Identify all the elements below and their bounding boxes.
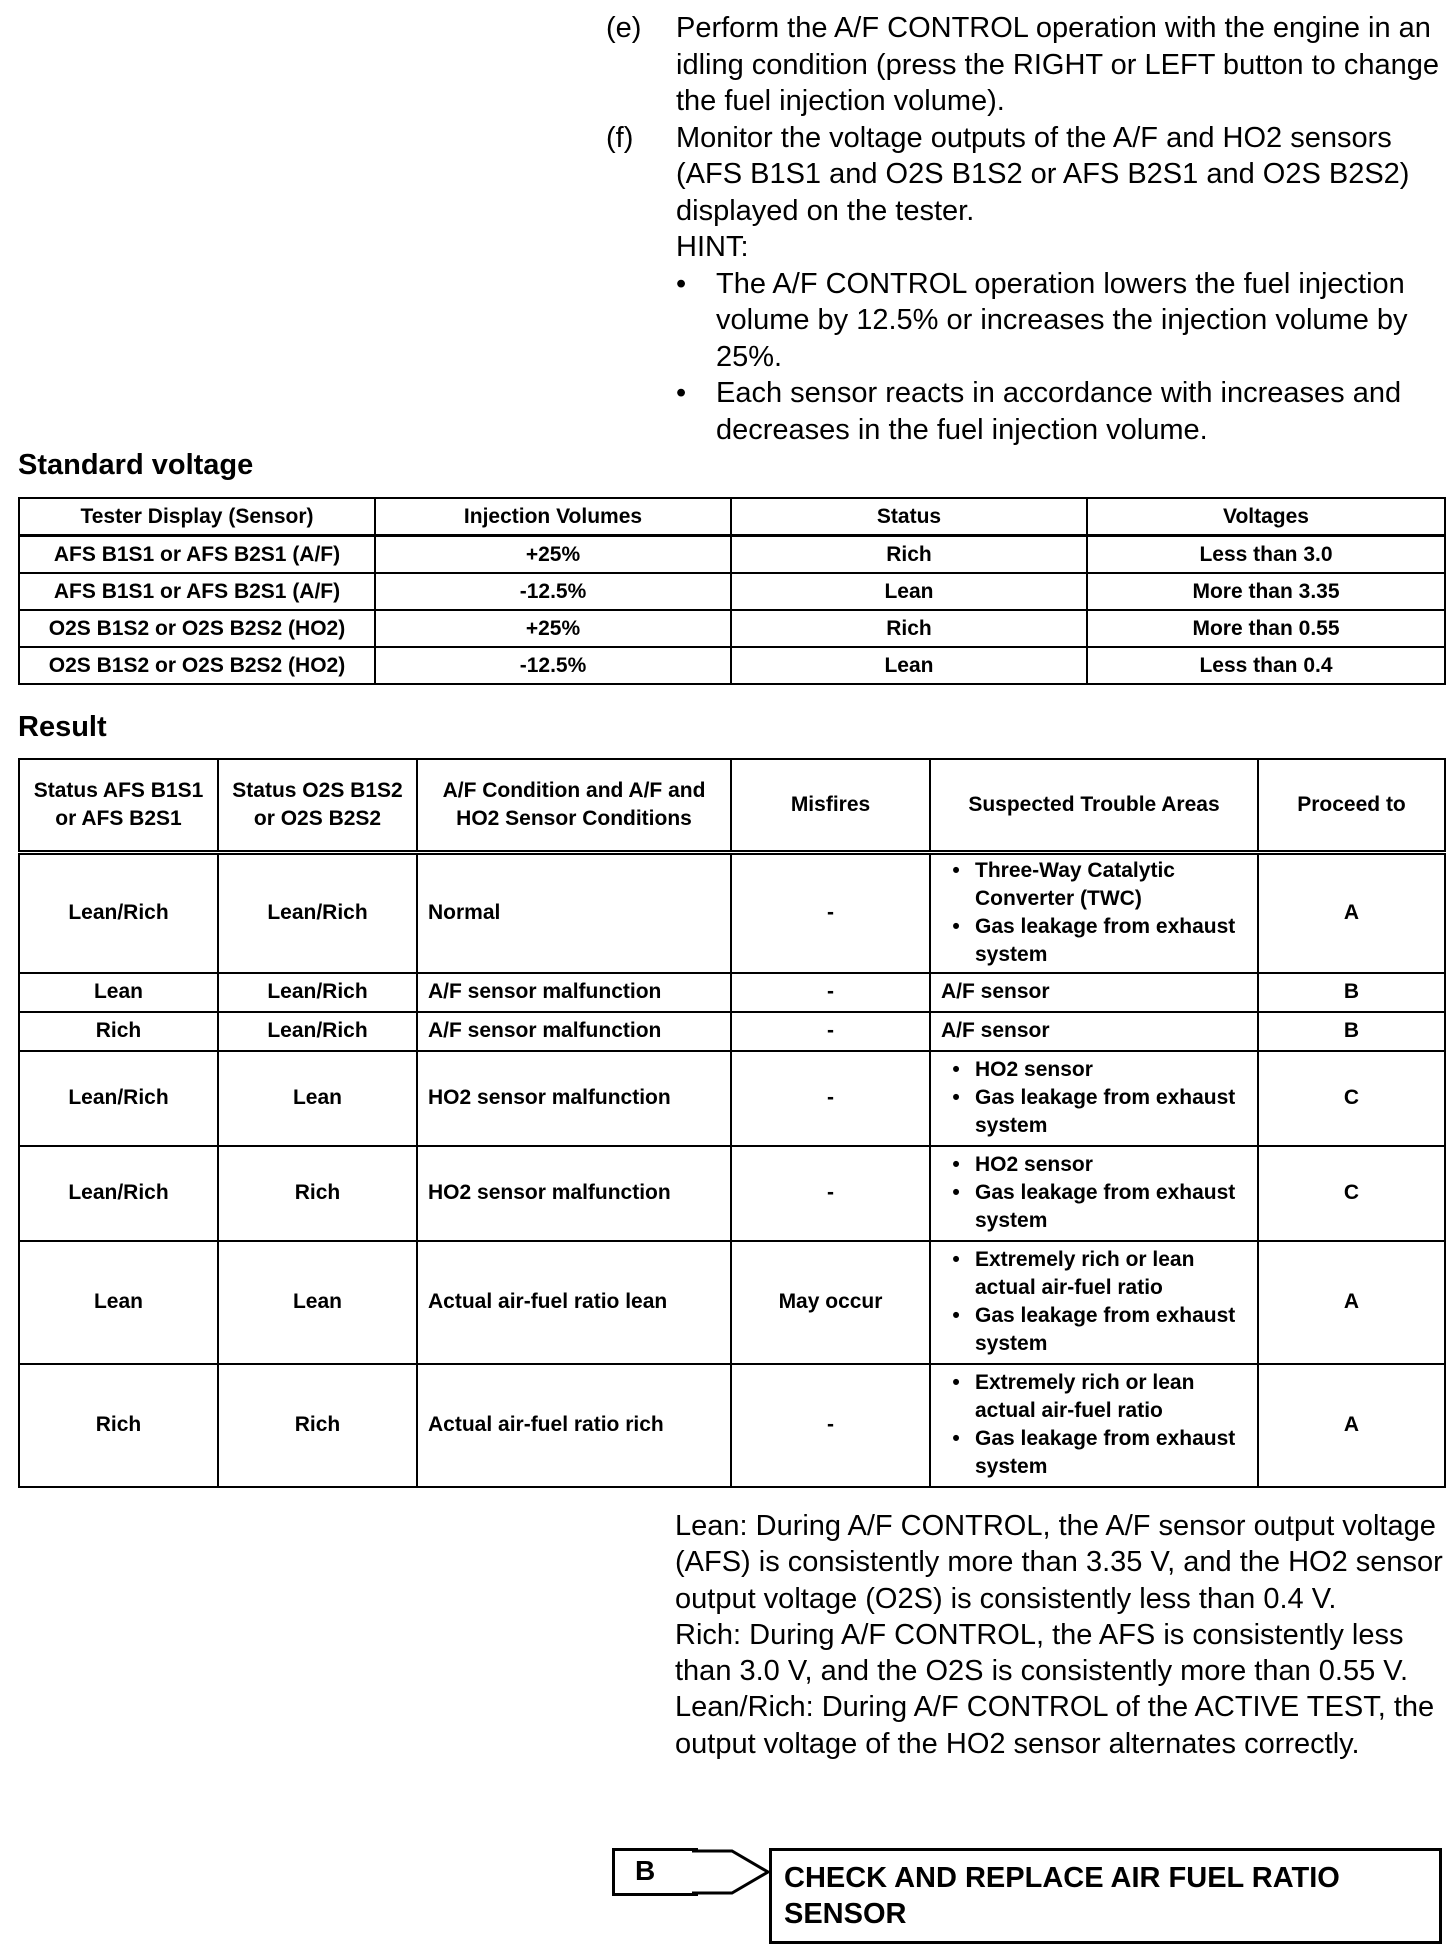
table-cell: AFS B1S1 or AFS B2S1 (A/F) [19,536,375,574]
table-row [19,647,1445,684]
table-cell: A [1258,853,1445,973]
table-cell: B [1258,1012,1445,1051]
table-row [19,536,1445,574]
table-cell: HO2 sensor malfunction [417,1051,731,1146]
table-row [19,610,1445,647]
list-item: • Gas leakage from exhaust system [937,1084,1251,1140]
column-header: Tester Display (Sensor) [19,498,375,536]
table-cell: Less than 3.0 [1087,536,1445,574]
hint-list [676,266,1446,449]
trouble-areas-cell [930,1241,1258,1364]
table-row [19,1012,1445,1051]
table-cell: Lean/Rich [19,1051,218,1146]
column-header: Voltages [1087,498,1445,536]
table-row [19,1051,1445,1146]
next-action-link[interactable]: CHECK AND REPLACE AIR FUEL RATIO SENSOR [769,1848,1442,1944]
table-cell: +25% [375,536,731,574]
table-cell: A [1258,1364,1445,1487]
table-cell: Lean [19,973,218,1012]
bullet-icon: • [952,1248,960,1271]
table-cell: B [1258,973,1445,1012]
bullet-icon: • [952,1181,960,1204]
trouble-areas-cell [930,853,1258,973]
table-row [19,973,1445,1012]
table-cell: Actual air-fuel ratio rich [417,1364,731,1487]
table-header-row [19,498,1445,536]
list-item: • Extremely rich or lean actual air-fuel ratio [937,1369,1251,1425]
table-row [19,573,1445,610]
table-header-row [19,759,1445,853]
table-cell: Lean [218,1051,417,1146]
bullet-icon: • [952,1304,960,1327]
table-cell: May occur [731,1241,930,1364]
arrow-right-icon [692,1848,772,1896]
note-lean: Lean: During A/F CONTROL, the A/F sensor output voltage (AFS) is consistently more than 3.35 V, and the HO2 sensor output voltage (O2S) is consistently less than 0.4 V. [675,1510,1443,1615]
hint-label: HINT: [676,231,749,263]
table-cell: Rich [19,1012,218,1051]
table-cell: - [731,1051,930,1146]
bullet-icon: • [952,1058,960,1081]
definition-notes [675,1508,1455,1762]
table-cell: AFS B1S1 or AFS B2S1 (A/F) [19,573,375,610]
table-cell: - [731,853,930,973]
trouble-areas-cell [930,1051,1258,1146]
table-cell: A/F sensor [930,973,1258,1012]
trouble-areas-cell [930,1146,1258,1241]
note-lean-rich: Lean/Rich: During A/F CONTROL of the ACTIVE TEST, the output voltage of the HO2 sensor alternates correctly. [675,1691,1435,1760]
step-text: Perform the A/F CONTROL operation with the engine in an idling condition (press the RIGHT or LEFT button to change the fuel injection volume). [676,12,1440,117]
bullet-icon: • [676,267,687,300]
list-item: • Extremely rich or lean actual air-fuel ratio [937,1246,1251,1302]
table-cell: Normal [417,853,731,973]
hint-item: • Each sensor reacts in accordance with increases and decreases in the fuel injection volume. [676,375,1446,448]
table-cell: Rich [19,1364,218,1487]
procedure-steps [606,10,1446,448]
list-item: • Three-Way Catalytic Converter (TWC) [937,857,1251,913]
table-cell: - [731,1364,930,1487]
table-cell: Lean/Rich [218,973,417,1012]
list-item: • Gas leakage from exhaust system [937,1425,1251,1481]
table-cell: Lean/Rich [19,853,218,973]
table-row [19,853,1445,973]
table-cell: Lean [731,647,1087,684]
table-cell: A [1258,1241,1445,1364]
column-header: Proceed to [1258,759,1445,853]
table-cell: More than 3.35 [1087,573,1445,610]
table-cell: Rich [731,610,1087,647]
table-cell: - [731,973,930,1012]
table-cell: Lean [731,573,1087,610]
table-cell: Rich [218,1146,417,1241]
result-heading: Result [18,711,107,743]
table-cell: Lean/Rich [218,1012,417,1051]
bullet-icon: • [952,1153,960,1176]
step-letter: (f) [606,121,634,154]
column-header: Suspected Trouble Areas [930,759,1258,853]
standard-voltage-heading: Standard voltage [18,449,254,481]
table-cell: Lean/Rich [218,853,417,973]
step-f [606,120,1446,449]
result-code-box: B [612,1848,698,1896]
step-letter: (e) [606,12,642,44]
table-cell: - [731,1012,930,1051]
bullet-icon: • [952,1086,960,1109]
column-header: A/F Condition and A/F and HO2 Sensor Conditions [417,759,731,853]
table-cell: Less than 0.4 [1087,647,1445,684]
trouble-areas-cell [930,1364,1258,1487]
bullet-icon: • [676,377,687,409]
table-cell: More than 0.55 [1087,610,1445,647]
result-table [18,758,1446,1488]
standard-voltage-table [18,497,1446,685]
table-cell: Lean/Rich [19,1146,218,1241]
column-header: Injection Volumes [375,498,731,536]
bullet-icon: • [952,915,960,939]
bullet-icon: • [952,1427,960,1450]
list-item: • Gas leakage from exhaust system [937,1179,1251,1235]
table-cell: - [731,1146,930,1241]
table-cell: A/F sensor [930,1012,1258,1051]
hint-item: • The A/F CONTROL operation lowers the fuel injection volume by 12.5% or increases the injection volume by 25%. [676,266,1446,376]
list-item: • HO2 sensor [937,1151,1251,1179]
table-cell: A/F sensor malfunction [417,973,731,1012]
table-cell: O2S B1S2 or O2S B2S2 (HO2) [19,647,375,684]
column-header: Status AFS B1S1 or AFS B2S1 [19,759,218,853]
list-item: • Gas leakage from exhaust system [937,913,1251,969]
column-header: Misfires [731,759,930,853]
note-rich: Rich: During A/F CONTROL, the AFS is consistently less than 3.0 V, and the O2S is consistently more than 0.55 V. [675,1618,1409,1688]
table-cell: Lean [218,1241,417,1364]
table-cell: Lean [19,1241,218,1364]
table-cell: C [1258,1146,1445,1241]
table-cell: A/F sensor malfunction [417,1012,731,1051]
table-row [19,1241,1445,1364]
step-text: Monitor the voltage outputs of the A/F and HO2 sensors (AFS B1S1 and O2S B1S2 or AFS B2S1 and O2S B2S2) displayed on the tester. [676,121,1410,227]
table-cell: Rich [218,1364,417,1487]
bullet-icon: • [952,859,960,883]
table-cell: -12.5% [375,647,731,684]
step-e [606,10,1446,120]
list-item: • Gas leakage from exhaust system [937,1302,1251,1358]
column-header: Status O2S B1S2 or O2S B2S2 [218,759,417,853]
table-cell: O2S B1S2 or O2S B2S2 (HO2) [19,610,375,647]
table-cell: HO2 sensor malfunction [417,1146,731,1241]
table-cell: Actual air-fuel ratio lean [417,1241,731,1364]
table-row [19,1364,1445,1487]
table-cell: C [1258,1051,1445,1146]
list-item: • HO2 sensor [937,1056,1251,1084]
table-cell: Rich [731,536,1087,574]
table-row [19,1146,1445,1241]
column-header: Status [731,498,1087,536]
table-cell: +25% [375,610,731,647]
next-step-block [612,1848,1452,1948]
bullet-icon: • [952,1371,960,1394]
table-cell: -12.5% [375,573,731,610]
